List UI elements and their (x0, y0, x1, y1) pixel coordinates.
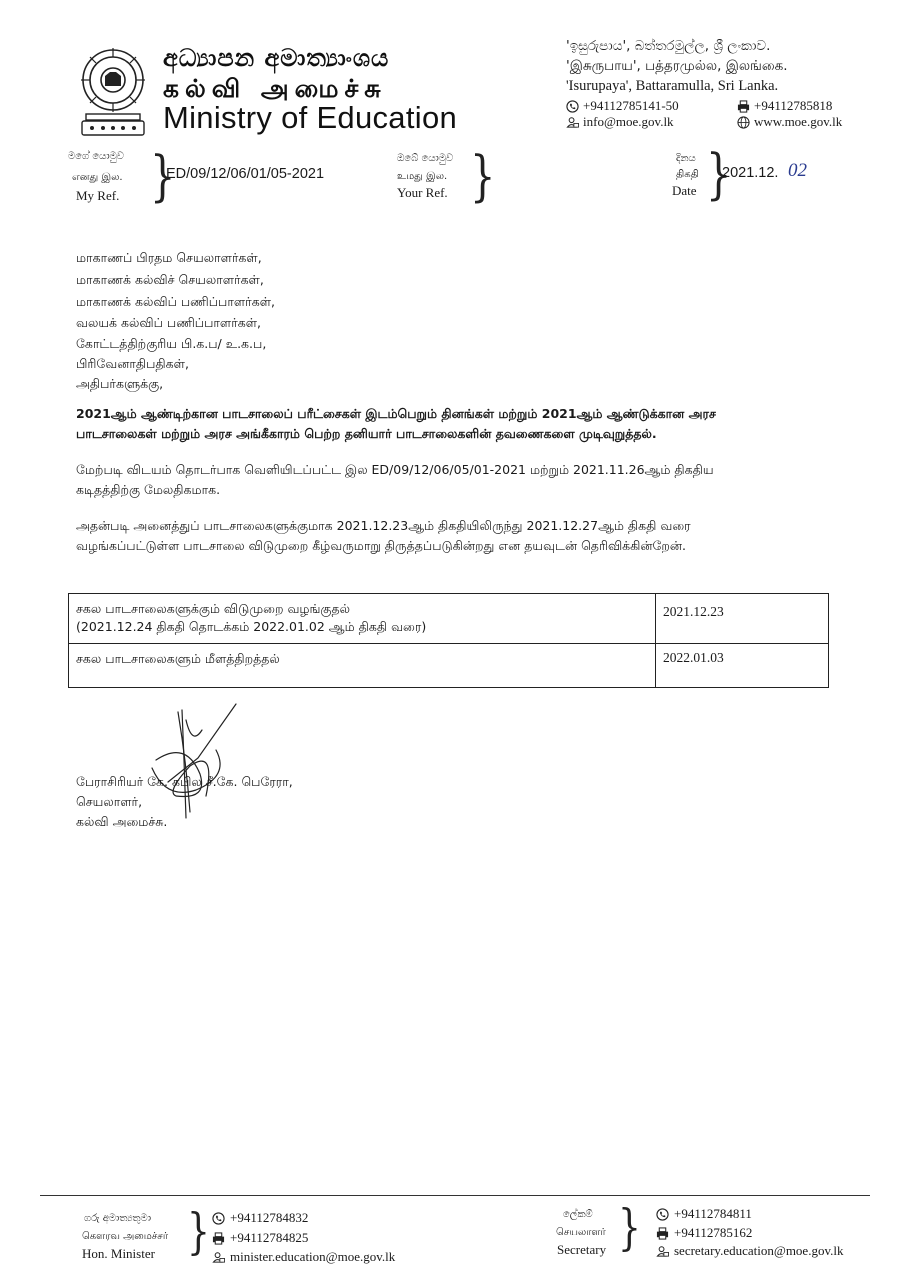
my-ref-value: ED/09/12/06/01/05-2021 (166, 166, 325, 182)
my-ref-label-sinhala: මගේ යොමුව (68, 151, 124, 162)
minister-phone (212, 1208, 308, 1228)
signatory-organization: கல்வி அமைச்சு. (76, 814, 168, 829)
my-ref-label-tamil: எனது இல. (72, 172, 123, 183)
notice-paragraph-line-2: வழங்கப்பட்டுள்ள பாடசாலை விடுமுறை கீழ்வருமாறு திருத்தப்படுகின்றது என தயவுடன் தெரிவிக்கின்றேன். (76, 538, 686, 553)
phone-icon (566, 100, 579, 113)
schedule-description: சகல பாடசாலைகளும் மீளத்திறத்தல் (76, 651, 280, 666)
reference-paragraph (76, 460, 830, 500)
schedule-note: (2021.12.24 திகதி தொடக்கம் 2022.01.02 ஆம் திகதி வரை) (76, 619, 427, 634)
minister-label-tamil: கௌரவ அமைச்சர் (82, 1231, 169, 1242)
minister-fax (212, 1228, 308, 1248)
header-fax (737, 98, 832, 114)
ministry-name-tamil: கல்வி அமைச்சு (163, 74, 387, 103)
secretary-fax (656, 1223, 752, 1243)
address-english: 'Isurupaya', Battaramulla, Sri Lanka. (566, 78, 779, 94)
addressee-line-4: வலயக் கல்விப் பணிப்பாளர்கள், (76, 315, 261, 330)
date-brace: } (706, 143, 732, 207)
header-email-address[interactable]: info@moe.gov.lk (583, 114, 674, 129)
minister-label-english: Hon. Minister (82, 1246, 155, 1261)
reference-paragraph-line-2: கடிதத்திற்கு மேலதிகமாக. (76, 482, 221, 497)
header-fax-number: +94112785818 (754, 98, 833, 113)
reference-paragraph-line-1: மேற்படி விடயம் தொடர்பாக வெளியிடப்பட்ட இல ED/09/12/06/05/01-2021 மற்றும் 2021.11.26ஆம் திகதிய (76, 462, 714, 477)
phone-icon (212, 1212, 225, 1225)
minister-label-sinhala: ගරු අමාත්‍යතුමා (84, 1213, 152, 1224)
email-icon (566, 116, 579, 129)
your-ref-label-tamil: உமது இல. (397, 171, 448, 182)
footer-divider (40, 1195, 870, 1196)
fax-icon (737, 100, 750, 113)
header-website-url[interactable]: www.moe.gov.lk (754, 114, 843, 129)
addressee-line-6: பிரிவேனாதிபதிகள், (76, 356, 189, 371)
address-sinhala: 'ඉසුරුපාය', බත්තරමුල්ල, ශ්‍රී ලංකාව. (566, 38, 771, 54)
schedule-date: 2022.01.03 (656, 644, 829, 688)
minister-email (212, 1247, 395, 1267)
your-ref-label-english: Your Ref. (397, 185, 448, 200)
minister-email-address[interactable]: minister.education@moe.gov.lk (230, 1249, 396, 1264)
schedule-description-cell (69, 594, 656, 644)
minister-brace: } (187, 1204, 210, 1260)
schedule-description: சகல பாடசாலைகளுக்கும் விடுமுறை வழங்குதல் (76, 601, 350, 616)
fax-icon (656, 1227, 669, 1240)
date-label-tamil: திகதி (676, 169, 699, 180)
my-ref-label-english: My Ref. (76, 188, 120, 203)
header-phone (566, 98, 679, 114)
schedule-table (68, 593, 829, 688)
signatory-title: செயலாளர், (76, 794, 143, 809)
address-tamil: 'இசுருபாய', பத்தரமுல்ல, இலங்கை. (566, 58, 788, 74)
header-website (737, 114, 842, 130)
date-handwritten-day: 02 (788, 160, 807, 181)
schedule-date: 2021.12.23 (656, 594, 829, 644)
secretary-label-english: Secretary (557, 1242, 607, 1257)
addressee-line-2: மாகாணக் கல்விச் செயலாளர்கள், (76, 272, 264, 287)
minister-fax-number: +94112784825 (230, 1230, 309, 1245)
addressee-line-5: கோட்டத்திற்குரிய பி.க.ப/ உ.க.ப, (76, 336, 267, 351)
subject-line-1: 2021ஆம் ஆண்டிற்கான பாடசாலைப் பரீட்சைகள் இடம்பெறும் தினங்கள் மற்றும் 2021ஆம் ஆண்டுக்கான அரச (76, 406, 716, 421)
secretary-phone (656, 1204, 752, 1224)
signatory-name: பேராசிரியர் கே. கபில சீ.கே. பெரேரா, (76, 774, 293, 789)
subject-line-2: பாடசாலைகள் மற்றும் அரச அங்கீகாரம் பெற்ற தனியார் பாடசாலைகளின் தவணைகளை முடிவுறுத்தல். (76, 426, 657, 441)
header-phone-number: +94112785141-50 (583, 98, 679, 113)
date-label-sinhala: දිනය (676, 153, 696, 164)
your-ref-label-sinhala: ඔබේ යොමුව (397, 153, 454, 164)
addressee-line-7: அதிபர்களுக்கு, (76, 376, 164, 391)
table-row (69, 644, 829, 688)
email-icon (212, 1251, 225, 1264)
secretary-brace: } (618, 1200, 641, 1256)
fax-icon (212, 1232, 225, 1245)
email-icon (656, 1245, 669, 1258)
table-row (69, 594, 829, 644)
date-value: 2021.12. (722, 165, 779, 181)
date-label-english: Date (672, 183, 697, 198)
secretary-label-sinhala: ලේකම් (563, 1209, 593, 1220)
secretary-email (656, 1241, 843, 1261)
sri-lanka-emblem-icon (72, 42, 154, 138)
secretary-fax-number: +94112785162 (674, 1225, 753, 1240)
subject-heading (76, 404, 830, 444)
my-ref-brace: } (150, 145, 176, 209)
notice-paragraph (76, 516, 830, 556)
header-email (566, 114, 674, 130)
minister-phone-number: +94112784832 (230, 1210, 309, 1225)
secretary-phone-number: +94112784811 (674, 1206, 752, 1221)
phone-icon (656, 1208, 669, 1221)
signatory-block (76, 772, 293, 832)
schedule-description-cell (69, 644, 656, 688)
your-ref-brace: } (470, 145, 496, 209)
secretary-label-tamil: செயலாளர் (556, 1227, 606, 1238)
addressee-line-3: மாகாணக் கல்விப் பணிப்பாளர்கள், (76, 294, 275, 309)
ministry-name-sinhala: අධ්‍යාපන අමාත්‍යාංශය (163, 44, 390, 72)
notice-paragraph-line-1: அதன்படி அனைத்துப் பாடசாலைகளுக்குமாக 2021.12.23ஆம் திகதியிலிருந்து 2021.12.27ஆம் திகதி வரை (76, 518, 691, 533)
secretary-email-address[interactable]: secretary.education@moe.gov.lk (674, 1243, 844, 1258)
ministry-name-english: Ministry of Education (163, 100, 458, 135)
addressee-line-1: மாகாணப் பிரதம செயலாளர்கள், (76, 250, 262, 265)
globe-icon (737, 116, 750, 129)
